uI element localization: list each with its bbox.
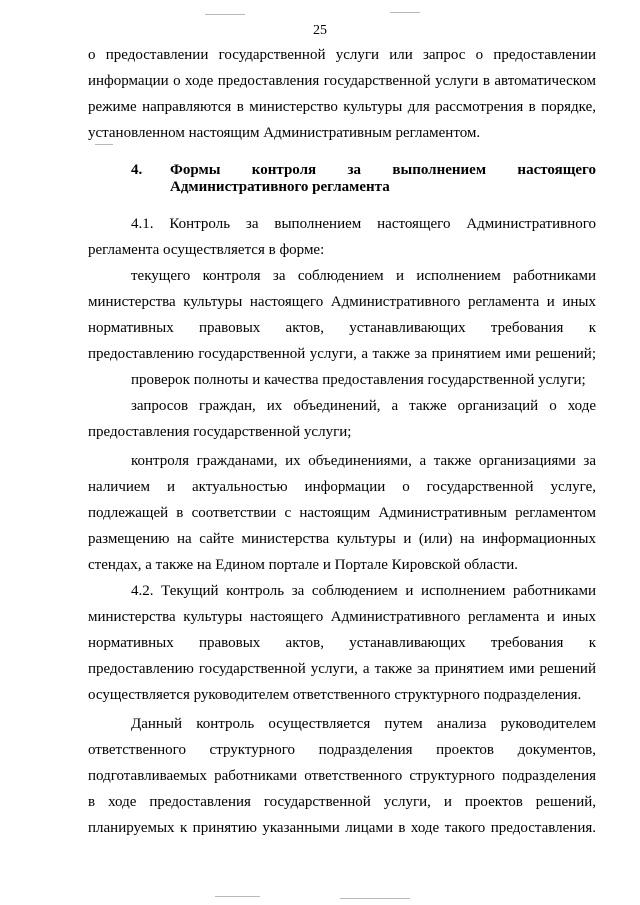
scan-artifact — [205, 14, 245, 15]
paragraph-line: подготавливаемых работниками ответственного структурного подразделения — [88, 768, 596, 784]
paragraph-line: наличием и актуальностью информации о государственной услуге, — [88, 479, 596, 495]
paragraph-line: нормативных правовых актов, устанавливающих требования к — [88, 320, 596, 336]
section-title: Административного регламента — [170, 179, 390, 195]
paragraph-line: стендах, а также на Едином портале и Портале Кировской области. — [88, 557, 519, 573]
paragraph-line: ответственного структурного подразделения проектов документов, — [88, 742, 596, 758]
paragraph-line: контроля гражданами, их объединениями, а также организациями за — [131, 453, 596, 469]
paragraph-line: министерства культуры настоящего Административного регламента и иных — [88, 294, 596, 310]
page-number: 25 — [313, 23, 327, 38]
paragraph-line: размещению на сайте министерства культуры и (или) на информационных — [88, 531, 596, 547]
section-title: Формы контроля за выполнением настоящего — [170, 162, 596, 178]
paragraph-line: запросов граждан, их объединений, а также организаций о ходе — [131, 398, 596, 414]
text-line: установленном настоящим Административным регламентом. — [88, 125, 481, 141]
paragraph-line: 4.2. Текущий контроль за соблюдением и исполнением работниками — [131, 583, 596, 599]
section-number: 4. — [131, 162, 143, 178]
paragraph-line: предоставления государственной услуги; — [88, 424, 352, 440]
scan-artifact — [95, 144, 113, 145]
paragraph-line: текущего контроля за соблюдением и исполнением работниками — [131, 268, 596, 284]
paragraph-line: нормативных правовых актов, устанавливающих требования к — [88, 635, 596, 651]
text-line: режиме направляются в министерство культуры для рассмотрения в порядке, — [88, 99, 596, 115]
paragraph-line: Данный контроль осуществляется путем анализа руководителем — [131, 716, 596, 732]
scan-artifact — [340, 898, 410, 899]
paragraph-line: в ходе предоставления государственной услуги, и проектов решений, — [88, 794, 596, 810]
text-line: о предоставлении государственной услуги или запрос о предоставлении — [88, 47, 596, 63]
paragraph-line: проверок полноты и качества предоставления государственной услуги; — [131, 372, 586, 388]
paragraph-line: регламента осуществляется в форме: — [88, 242, 325, 258]
paragraph-line: предоставлению государственной услуги, а также за принятием ими решений; — [88, 346, 596, 362]
scan-artifact — [390, 12, 420, 13]
paragraph-line: осуществляется руководителем ответственного структурного подразделения. — [88, 687, 582, 703]
scan-artifact — [215, 896, 260, 897]
text-line: информации о ходе предоставления государственной услуги в автоматическом — [88, 73, 596, 89]
paragraph-line: министерства культуры настоящего Административного регламента и иных — [88, 609, 596, 625]
paragraph-line: 4.1. Контроль за выполнением настоящего Административного — [131, 216, 596, 232]
paragraph-line: предоставлению государственной услуги, а также за принятием ими решений — [88, 661, 596, 677]
paragraph-line: планируемых к принятию указанными лицами в ходе такого предоставления. — [88, 820, 596, 836]
paragraph-line: подлежащей в соответствии с настоящим Административным регламентом — [88, 505, 596, 521]
